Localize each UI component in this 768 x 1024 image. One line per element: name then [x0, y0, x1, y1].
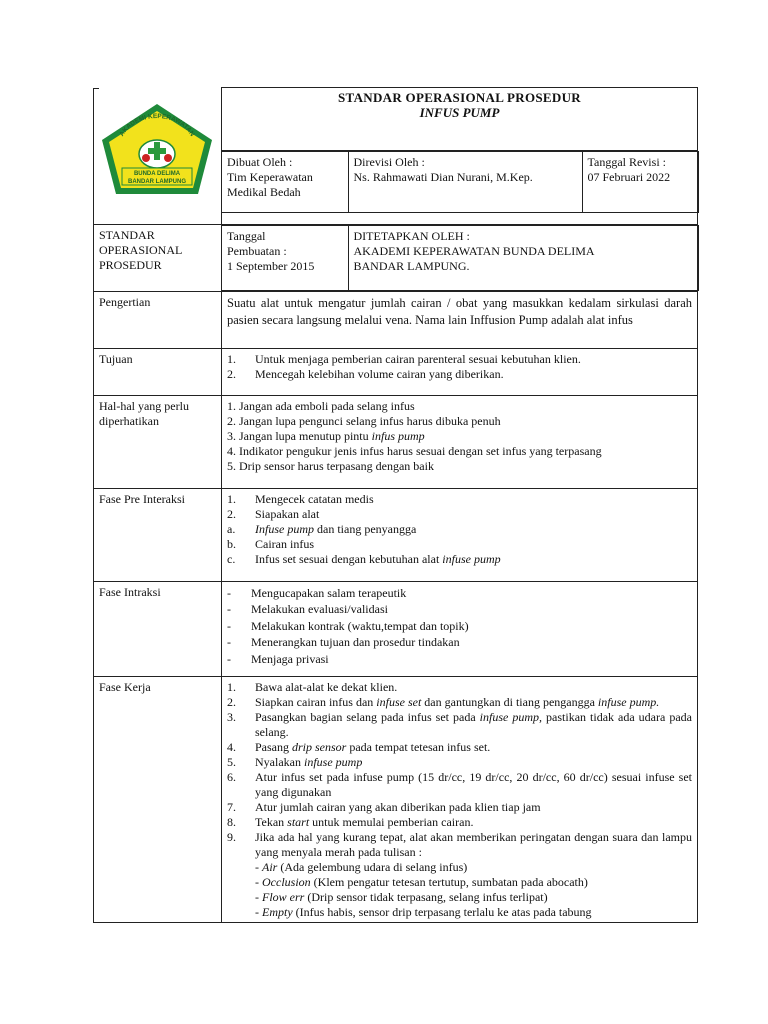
- revisi-label: Tanggal Revisi :: [587, 155, 666, 169]
- ditetapkan-label: DITETAPKAN OLEH :: [353, 228, 470, 243]
- direvisi-value: Ns. Rahmawati Dian Nurani, M.Kep.: [353, 170, 533, 184]
- pengertian-label: Pengertian: [94, 291, 222, 348]
- list-item: 3. Jangan lupa menutup pintu infus pump: [227, 428, 425, 443]
- meta-table: [222, 151, 699, 213]
- list-item: 3. Pasangkan bagian selang pada infus set pada infuse pump, pastikan tidak ada udara pada selang.: [227, 709, 692, 739]
- list-item: 2. Siapkan cairan infus dan infuse set dan gantungkan di tiang pengangga infuse pump.: [227, 694, 660, 709]
- header-row: [94, 88, 698, 225]
- sop-table: [93, 87, 698, 923]
- tujuan-label: Tujuan: [94, 348, 222, 395]
- ditetapkan-value-2: BANDAR LAMPUNG.: [353, 258, 470, 273]
- revisi-cell: [582, 152, 698, 213]
- list-item: 4. Pasang drip sensor pada tempat tetesan infus set.: [227, 739, 491, 754]
- logo-pomegranate-2: [164, 154, 172, 162]
- list-item: - Menjaga privasi: [227, 651, 329, 666]
- alarm-item-air: - Air (Ada gelembung udara di selang infus): [255, 859, 468, 874]
- logo-pomegranate: [142, 154, 150, 162]
- page-title: STANDAR OPERASIONAL PROSEDUR: [338, 90, 581, 105]
- list-item: 7. Atur jumlah cairan yang akan diberikan pada klien tiap jam: [227, 799, 541, 814]
- direvisi-cell: [348, 152, 582, 213]
- list-item: 2. Siapakan alat: [227, 506, 320, 521]
- pengertian-text: Suatu alat untuk mengatur jumlah cairan / obat yang masukkan kedalam sirkulasi darah pasien secara langsung melalui vena. Nama lain Inffusion Pump adalah alat infus: [222, 291, 698, 348]
- intraksi-row: [94, 581, 698, 676]
- pre-interaksi-label: Fase Pre Interaksi: [94, 488, 222, 581]
- tanggal-label: Tanggal: [227, 228, 266, 243]
- list-item: 2. Mencegah kelebihan volume cairan yang diberikan.: [227, 366, 504, 381]
- dibuat-cell: [222, 152, 348, 213]
- kerja-list: [222, 676, 698, 922]
- list-item: 1. Untuk menjaga pemberian cairan parenteral sesuai kebutuhan klien.: [227, 351, 581, 366]
- direvisi-label: Direvisi Oleh :: [353, 155, 425, 169]
- list-item: b. Cairan infus: [227, 536, 314, 551]
- list-item: - Menerangkan tujuan dan prosedur tindakan: [227, 635, 460, 649]
- tujuan-list: [222, 348, 698, 395]
- logo-name-line1: BUNDA DELIMA: [133, 170, 181, 177]
- logo-arc-text: AKADEMI KEPERAWATAN: [118, 112, 196, 138]
- title-block: [222, 88, 697, 151]
- intraksi-list: [222, 581, 698, 676]
- sop-label-line: PROSEDUR: [99, 257, 162, 272]
- intraksi-label: Fase Intraksi: [94, 581, 222, 676]
- tujuan-row: [94, 348, 698, 395]
- alarm-item-occlusion: - Occlusion (Klem pengatur tetesan tertutup, sumbatan pada abocath): [255, 874, 588, 889]
- revisi-value: 07 Februari 2022: [587, 170, 671, 184]
- corner-mark: [93, 88, 99, 89]
- pre-interaksi-list: [222, 488, 698, 581]
- hal-row: [94, 395, 698, 488]
- hal-label: Hal-hal yang perlu diperhatikan: [94, 395, 222, 488]
- list-item: 9. Jika ada hal yang kurang tepat, alat akan memberikan peringatan dengan suara dan lampu yang menyala merah pada tulisan :: [227, 829, 692, 859]
- logo-cell: [94, 88, 222, 225]
- ditetapkan-cell: [348, 225, 698, 290]
- list-item: 8. Tekan start untuk memulai pemberian cairan.: [227, 814, 474, 829]
- sop-label-cell: [94, 224, 222, 291]
- list-item: 6. Atur infus set pada infuse pump (15 dr/cc, 19 dr/cc, 20 dr/cc, 60 dr/cc) sesuai infuse set yang digunakan: [227, 769, 692, 799]
- list-item: 1. Mengecek catatan medis: [227, 491, 374, 506]
- pre-interaksi-row: [94, 488, 698, 581]
- list-item: 1. Bawa alat-alat ke dekat klien.: [227, 679, 398, 694]
- page-subtitle: INFUS PUMP: [419, 105, 500, 120]
- pengertian-row: [94, 291, 698, 348]
- list-item: 2. Jangan lupa pengunci selang infus harus dibuka penuh: [227, 413, 501, 428]
- tanggal-label-2: Pembuatan :: [227, 243, 287, 258]
- sop-info-cell: [222, 224, 698, 291]
- list-item: a. Infuse pump dan tiang penyangga: [227, 521, 417, 536]
- tanggal-value: 1 September 2015: [227, 258, 315, 273]
- tanggal-cell: [222, 225, 348, 290]
- hal-list: [222, 395, 698, 488]
- list-item: 1. Jangan ada emboli pada selang infus: [227, 398, 415, 413]
- logo-cross-horizontal: [148, 148, 166, 154]
- list-item: - Melakukan kontrak (waktu,tempat dan topik): [227, 618, 469, 633]
- list-item: 4. Indikator pengukur jenis infus harus sesuai dengan set infus yang terpasang: [227, 443, 602, 458]
- kerja-row: [94, 676, 698, 922]
- logo-name-line2: BANDAR LAMPUNG: [128, 178, 186, 185]
- dibuat-label: Dibuat Oleh :: [227, 155, 293, 169]
- sop-info-row: [94, 224, 698, 291]
- sop-label-line: OPERASIONAL: [99, 242, 183, 257]
- list-item: - Mengucapakan salam terapeutik: [227, 585, 407, 600]
- sop-info-table: [222, 225, 699, 291]
- sop-label-line: STANDAR: [99, 227, 155, 242]
- academy-logo: [98, 102, 216, 197]
- list-item: c. Infus set sesuai dengan kebutuhan alat infuse pump: [227, 551, 501, 566]
- list-item: 5. Nyalakan infuse pump: [227, 754, 363, 769]
- list-item: - Melakukan evaluasi/validasi: [227, 602, 388, 616]
- alarm-item-flow-err: - Flow err (Drip sensor tidak terpasang, selang infus terlipat): [255, 889, 548, 904]
- dibuat-value-2: Medikal Bedah: [227, 185, 301, 199]
- ditetapkan-value: AKADEMI KEPERAWATAN BUNDA DELIMA: [353, 243, 595, 258]
- title-and-meta-cell: [222, 88, 698, 225]
- alarm-item-empty: - Empty (Infus habis, sensor drip terpasang terlalu ke atas pada tabung: [255, 904, 592, 919]
- kerja-label: Fase Kerja: [94, 676, 222, 922]
- list-item: 5. Drip sensor harus terpasang dengan baik: [227, 458, 434, 473]
- dibuat-value: Tim Keperawatan: [227, 170, 313, 184]
